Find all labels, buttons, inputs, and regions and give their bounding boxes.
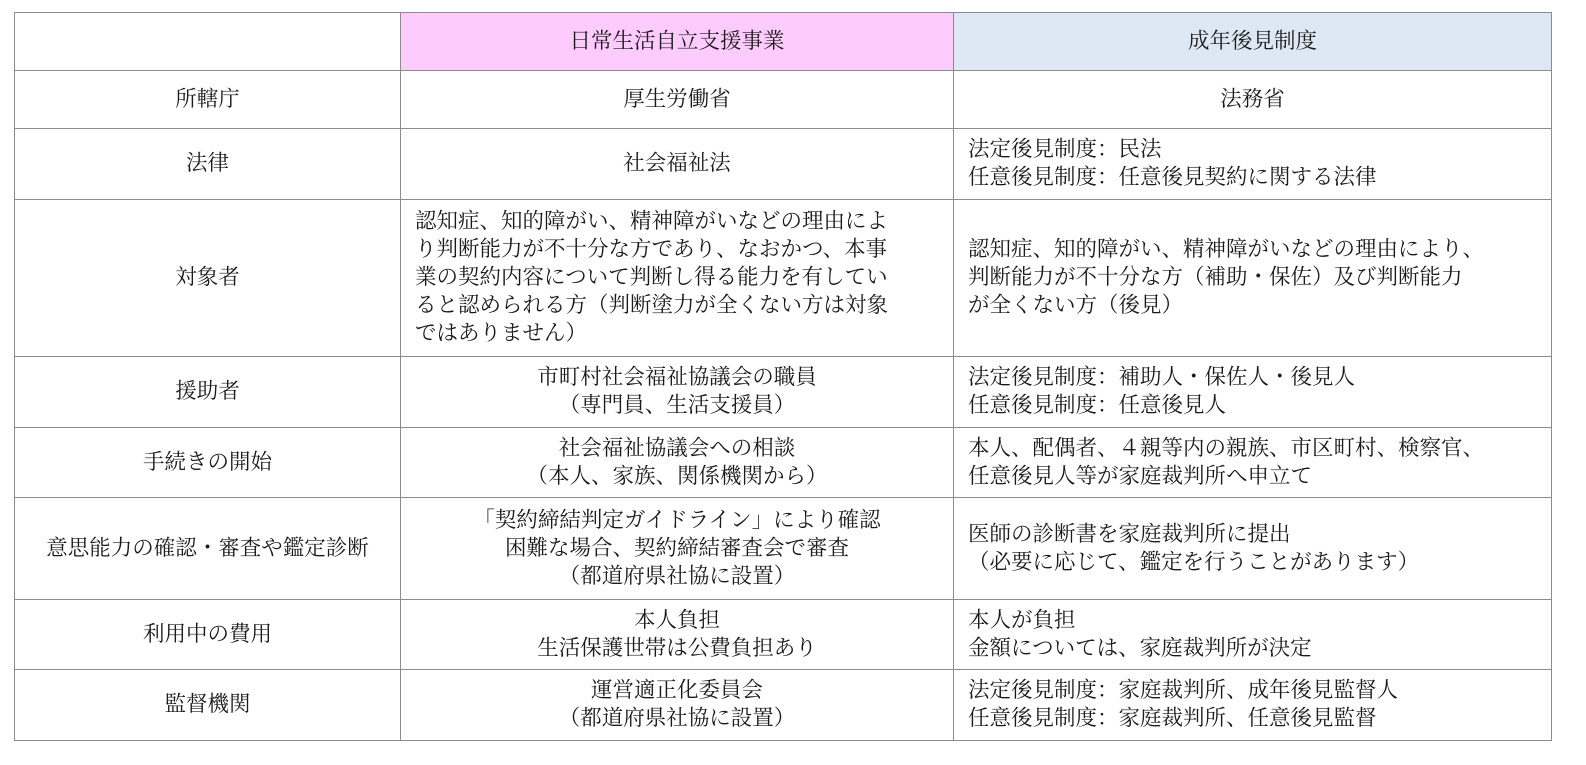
table-row: [15, 600, 1552, 670]
header-daily-life-support: 日常生活自立支援事業: [401, 13, 954, 71]
agency-daily-life-support: 厚生労働省: [401, 71, 954, 129]
row-label-supervisor: 監督機関: [15, 670, 401, 741]
cost-daily-life-support: 本人負担 生活保護世帯は公費負担あり: [401, 600, 954, 670]
row-label-capacity-check: 意思能力の確認・審査や鑑定診断: [15, 498, 401, 600]
comparison-table-wrapper: [14, 12, 1552, 741]
agency-adult-guardianship: 法務省: [954, 71, 1552, 129]
row-label-cost: 利用中の費用: [15, 600, 401, 670]
row-label-agency: 所轄庁: [15, 71, 401, 129]
cost-adult-guardianship: 本人が負担 金額については、家庭裁判所が決定: [954, 600, 1552, 670]
table-row: [15, 670, 1552, 741]
capacity-check-adult-guardianship: 医師の診断書を家庭裁判所に提出 （必要に応じて、鑑定を行うことがあります）: [954, 498, 1552, 600]
row-label-target: 対象者: [15, 200, 401, 357]
supervisor-daily-life-support: 運営適正化委員会 （都道府県社協に設置）: [401, 670, 954, 741]
procedure-adult-guardianship: 本人、配偶者、４親等内の親族、市区町村、検察官、 任意後見人等が家庭裁判所へ申立て: [954, 428, 1552, 498]
table-row: [15, 498, 1552, 600]
procedure-daily-life-support: 社会福祉協議会への相談 （本人、家族、関係機関から）: [401, 428, 954, 498]
target-daily-life-support: 認知症、知的障がい、精神障がいなどの理由によ り判断能力が不十分な方であり、なおかつ、本事 業の契約内容について判断し得る能力を有してい ると認められる方（判断塗力が全くない方は対象 ではありません）: [401, 200, 954, 357]
helper-daily-life-support: 市町村社会福祉協議会の職員 （専門員、生活支援員）: [401, 357, 954, 428]
table-row: [15, 357, 1552, 428]
header-adult-guardianship: 成年後見制度: [954, 13, 1552, 71]
row-label-law: 法律: [15, 129, 401, 200]
table-row: [15, 129, 1552, 200]
table-row: [15, 428, 1552, 498]
header-row: [15, 13, 1552, 71]
comparison-table: [14, 12, 1552, 741]
header-corner-cell: [15, 13, 401, 71]
law-adult-guardianship: 法定後見制度：民法 任意後見制度：任意後見契約に関する法律: [954, 129, 1552, 200]
table-row: [15, 200, 1552, 357]
helper-adult-guardianship: 法定後見制度：補助人・保佐人・後見人 任意後見制度：任意後見人: [954, 357, 1552, 428]
capacity-check-daily-life-support: 「契約締結判定ガイドライン」により確認 困難な場合、契約締結審査会で審査 （都道府県社協に設置）: [401, 498, 954, 600]
row-label-procedure-start: 手続きの開始: [15, 428, 401, 498]
table-row: [15, 71, 1552, 129]
supervisor-adult-guardianship: 法定後見制度：家庭裁判所、成年後見監督人 任意後見制度：家庭裁判所、任意後見監督: [954, 670, 1552, 741]
row-label-helper: 援助者: [15, 357, 401, 428]
target-adult-guardianship: 認知症、知的障がい、精神障がいなどの理由により、 判断能力が不十分な方（補助・保佐）及び判断能力 が全くない方（後見）: [954, 200, 1552, 357]
law-daily-life-support: 社会福祉法: [401, 129, 954, 200]
